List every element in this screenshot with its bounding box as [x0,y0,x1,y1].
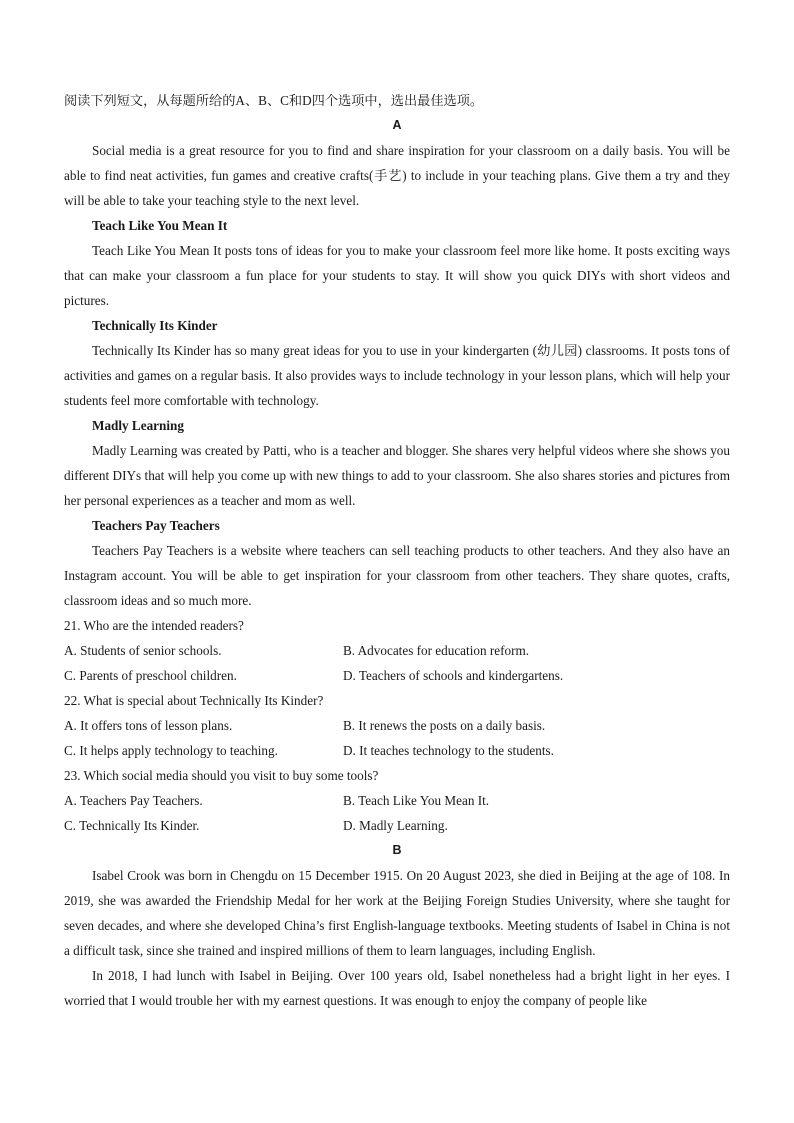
question-21 [64,613,730,688]
option-c: C. Parents of preschool children. [64,668,237,683]
document-content [64,88,730,1013]
options-row [64,638,730,663]
item-text-madly-learning: Madly Learning was created by Patti, who is a teacher and blogger. She shares very helpful videos where she shows you different DIYs that will help you come up with new things to add to your classroom. She also shares stories and pictures from her personal experiences as a teacher and mom as well. [64,443,730,508]
options-row [64,813,730,838]
item-text-technically-its-kinder: Technically Its Kinder has so many great ideas for you to use in your kindergarten (幼儿园) classrooms. It posts tons of activities and games on a regular basis. It also provides ways to include technology in your lesson plans, which will help your students feel more comfortable with technology. [64,343,730,408]
options-row [64,788,730,813]
section-b-paragraph-1: Isabel Crook was born in Chengdu on 15 December 1915. On 20 August 2023, she died in Beijing at the age of 108. In 2019, she was awarded the Friendship Medal for her work at the Beijing Foreign Studies University, where she taught for seven decades, and where she developed China’s first English-language textbooks. Meeting students of Isabel in China is not a difficult task, since she trained and inspired millions of them to learn languages, including English. [64,868,730,958]
option-c: C. Technically Its Kinder. [64,818,200,833]
option-c: C. It helps apply technology to teaching. [64,743,278,758]
option-d: D. Teachers of schools and kindergartens. [343,668,564,683]
options-row [64,663,730,688]
option-d: D. Madly Learning. [343,818,448,833]
question-stem: 23. Which social media should you visit to buy some tools? [64,768,379,783]
item-text-teachers-pay-teachers: Teachers Pay Teachers is a website where teachers can sell teaching products to other teachers. And they also have an Instagram account. You will be able to get inspiration for your classroom from other teachers. They share quotes, crafts, classroom ideas and so much more. [64,543,730,608]
section-b-label: B [392,843,402,857]
instructions: 阅读下列短文，从每题所给的A、B、C和D四个选项中，选出最佳选项。 [64,93,484,108]
option-b: B. Teach Like You Mean It. [343,793,490,808]
section-a-intro-paragraph: Social media is a great resource for you to find and share inspiration for your classroom on a daily basis. You will be able to find neat activities, fun games and creative crafts(手艺) to include in your teaching plans. Give them a try and they will be able to take your teaching style to the next level. [64,143,730,208]
section-b-paragraph-2: In 2018, I had lunch with Isabel in Beijing. Over 100 years old, Isabel nonetheless had a bright light in her eyes. I worried that I would trouble her with my earnest questions. It was enough to enjoy the company of people like [64,968,730,1008]
option-a: A. Teachers Pay Teachers. [64,793,203,808]
options-row [64,713,730,738]
section-a-label: A [392,118,402,132]
item-title-madly-learning: Madly Learning [92,418,184,433]
option-a: A. Students of senior schools. [64,643,222,658]
options-row [64,738,730,763]
option-d: D. It teaches technology to the students. [343,743,554,758]
item-title-technically-its-kinder: Technically Its Kinder [92,318,218,333]
question-stem: 21. Who are the intended readers? [64,618,244,633]
option-a: A. It offers tons of lesson plans. [64,718,233,733]
question-23 [64,763,730,838]
option-b: B. It renews the posts on a daily basis. [343,718,546,733]
item-title-teach-like-you-mean-it: Teach Like You Mean It [92,218,228,233]
item-title-teachers-pay-teachers: Teachers Pay Teachers [92,518,220,533]
question-stem: 22. What is special about Technically Its Kinder? [64,693,324,708]
item-text-teach-like-you-mean-it: Teach Like You Mean It posts tons of ideas for you to make your classroom feel more like home. It posts exciting ways that can make your classroom a fun place for your students to stay. It will show you quick DIYs with short videos and pictures. [64,243,730,308]
option-b: B. Advocates for education reform. [343,643,530,658]
question-22 [64,688,730,763]
